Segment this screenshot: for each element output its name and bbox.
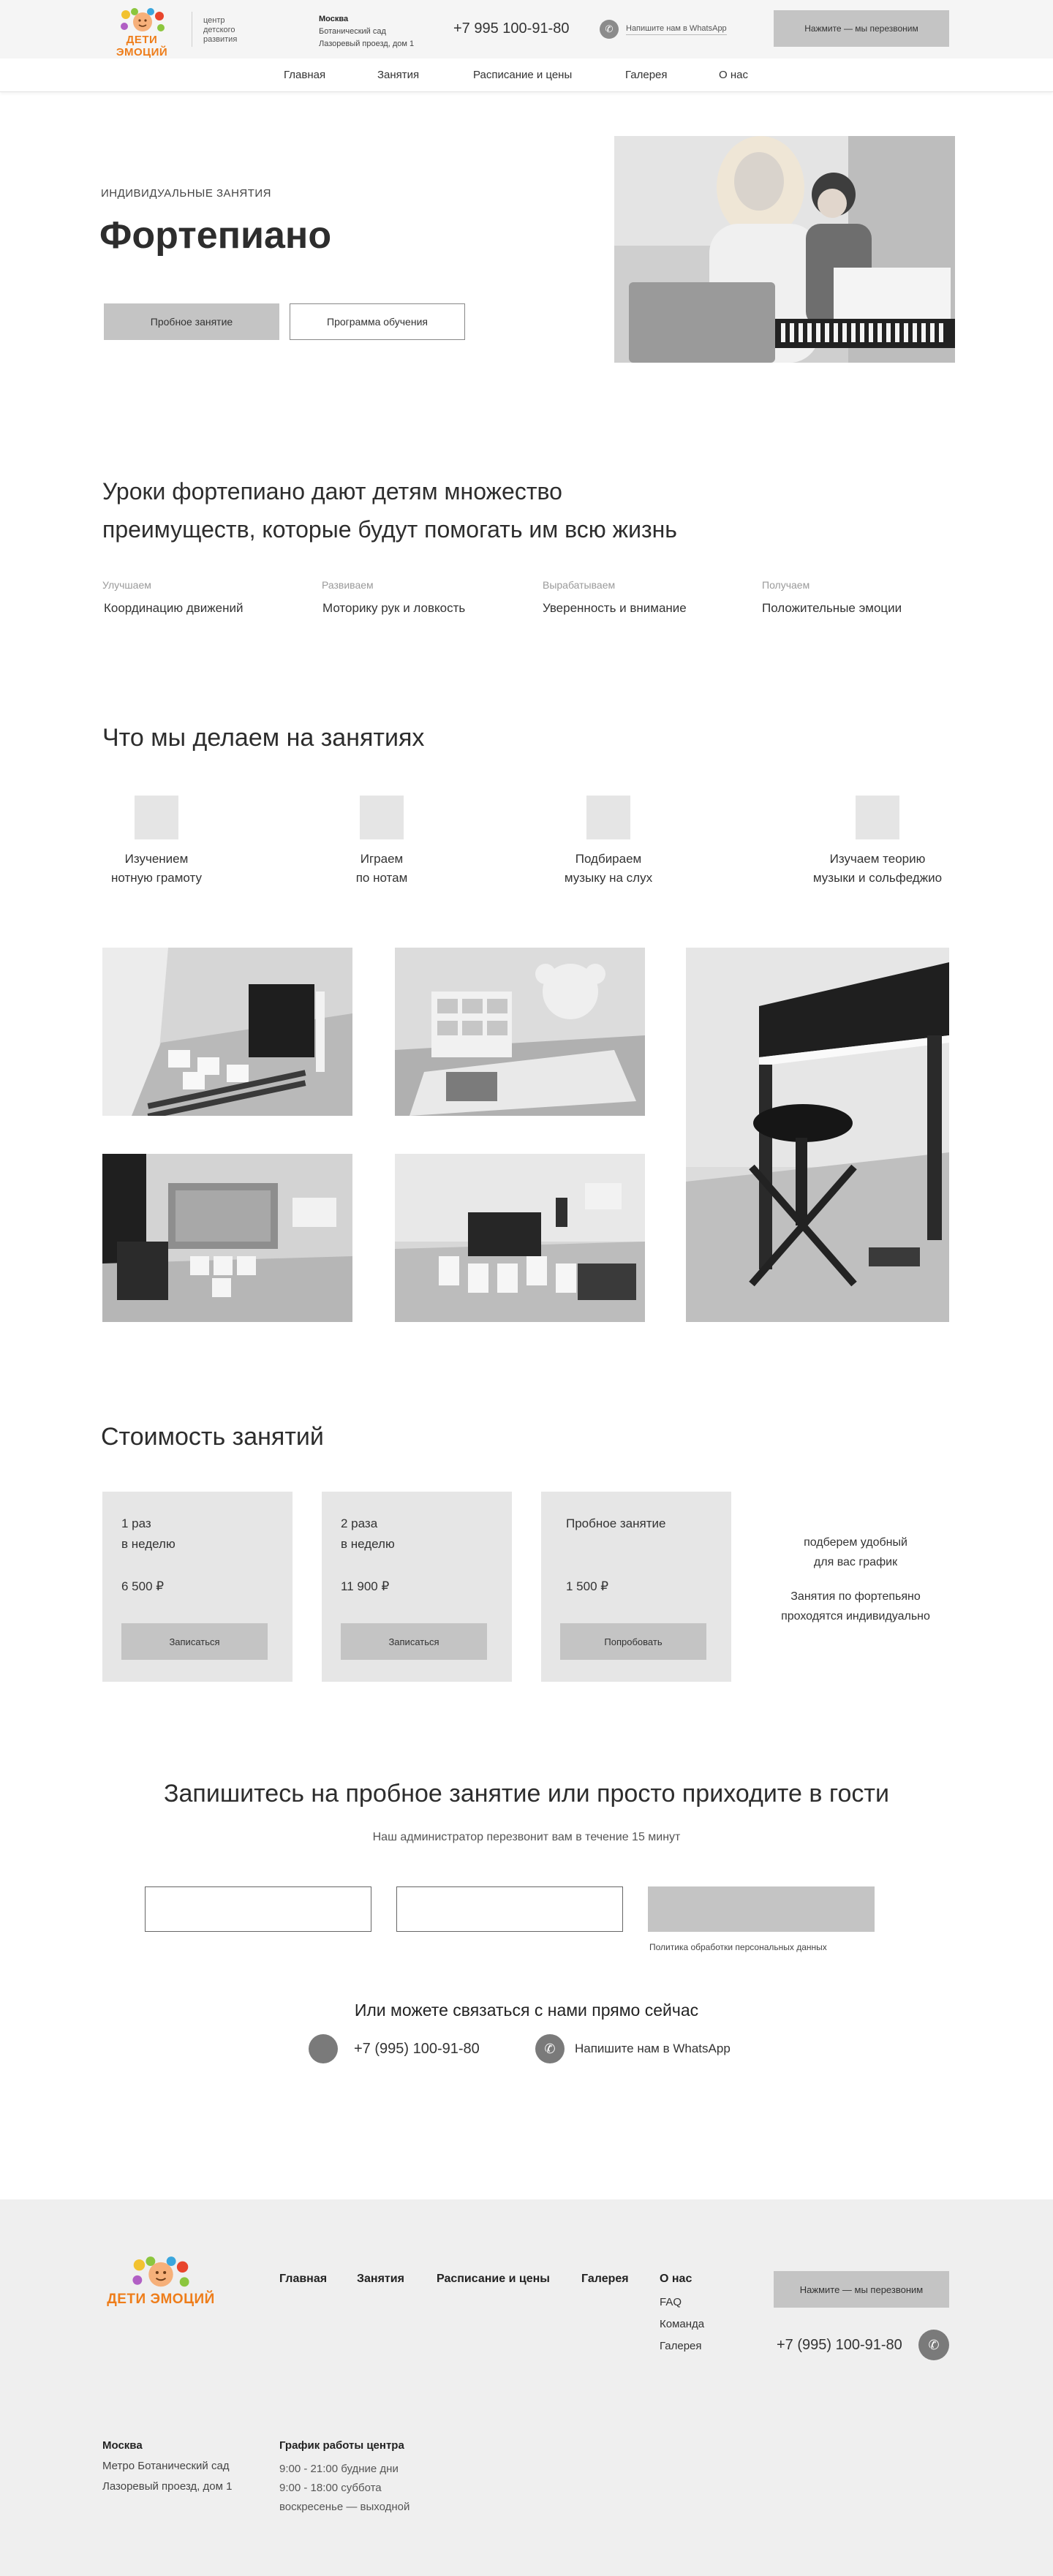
benefits-lead <box>102 472 760 548</box>
phone-input[interactable] <box>396 1886 623 1932</box>
activity-line: музыки и сольфеджио <box>812 871 943 885</box>
lead-line: Уроки фортепиано дают детям множество <box>102 478 562 505</box>
privacy-policy-link[interactable]: Политика обработки персональных данных <box>649 1942 827 1952</box>
footer-nav-home[interactable]: Главная <box>279 2273 328 2285</box>
activity-line: нотную грамоту <box>111 871 202 885</box>
whatsapp-label: Напишите нам в WhatsApp <box>626 24 727 35</box>
nav-item-schedule[interactable]: Расписание и цены <box>473 69 573 81</box>
logo-icon <box>128 2255 194 2290</box>
note-line: Занятия по фортепьяно <box>790 1590 921 1603</box>
program-button[interactable]: Программа обучения <box>290 303 465 340</box>
tagline-line: развития <box>203 35 238 44</box>
contact-whatsapp-text: Напишите нам в WhatsApp <box>575 2041 731 2055</box>
activity-item <box>790 850 965 888</box>
header-address <box>319 13 436 50</box>
activity-icon <box>360 796 404 839</box>
card-title-line: Пробное занятие <box>566 1516 666 1530</box>
card-price: 11 900 ₽ <box>341 1579 390 1593</box>
nav-item-classes[interactable]: Занятия <box>377 69 420 81</box>
activity-line: Изучаем теорию <box>829 852 926 866</box>
activity-line: музыку на слух <box>564 871 653 885</box>
footer-hours-title: График работы центра <box>279 2439 404 2452</box>
header-phone[interactable]: +7 995 100-91-80 <box>453 20 570 37</box>
nav-item-home[interactable]: Главная <box>284 69 326 81</box>
page-title: Фортепиано <box>99 214 332 257</box>
footer-hours-line: 9:00 - 21:00 будние дни <box>279 2463 399 2475</box>
signup-button[interactable]: Записаться <box>121 1623 268 1660</box>
logo-text: ДЕТИ ЭМОЦИЙ <box>116 34 168 58</box>
signup-subtitle: Наш администратор перезвонит вам в течение 15 минут <box>372 1831 681 1843</box>
note-line: для вас график <box>813 1556 898 1568</box>
benefit-value: Уверенность и внимание <box>543 601 687 615</box>
footer-address-title: Москва <box>102 2439 143 2452</box>
activity-icon <box>135 796 178 839</box>
activity-item <box>69 850 244 888</box>
callback-button[interactable]: Нажмите — мы перезвоним <box>774 10 949 47</box>
lead-line: преимуществ, которые будут помогать им всю жизнь <box>102 516 677 543</box>
hero-kicker: ИНДИВИДУАЛЬНЫЕ ЗАНЯТИЯ <box>101 187 272 200</box>
footer-address-line: Лазоревый проезд, дом 1 <box>102 2480 233 2493</box>
tagline-line: детского <box>203 26 235 34</box>
benefit-value: Координацию движений <box>104 601 244 615</box>
footer-nav-gallery[interactable]: Галерея <box>581 2273 629 2285</box>
contact-phone[interactable] <box>309 2034 480 2063</box>
city: Москва <box>319 15 349 23</box>
gallery-photo[interactable] <box>395 948 645 1116</box>
contact-title: Или можете связаться с нами прямо сейчас <box>354 2001 699 2020</box>
logo[interactable] <box>101 7 183 58</box>
tagline <box>203 16 262 45</box>
signup-title: Запишитесь на пробное занятие или просто приходите в гости <box>163 1780 889 1808</box>
note-line: подберем удобный <box>804 1536 907 1549</box>
main-nav <box>0 58 1053 92</box>
submit-button[interactable] <box>648 1886 875 1932</box>
price-card <box>322 1492 512 1682</box>
footer-hours-line: 9:00 - 18:00 суббота <box>279 2482 382 2494</box>
signup-button[interactable]: Записаться <box>341 1623 487 1660</box>
contact-whatsapp[interactable] <box>535 2034 731 2063</box>
activity-icon <box>856 796 899 839</box>
logo-text: ДЕТИ ЭМОЦИЙ <box>107 2292 215 2307</box>
footer-nav-schedule[interactable]: Расписание и цены <box>437 2273 550 2285</box>
activity-line: Изучением <box>124 852 189 866</box>
footer-phone[interactable]: +7 (995) 100-91-80 <box>777 2337 902 2353</box>
whatsapp-icon: ✆ <box>600 20 619 39</box>
schedule-note <box>760 1533 951 1572</box>
footer-link-gallery[interactable]: Галерея <box>660 2340 702 2352</box>
benefit-kind: Развиваем <box>322 579 374 591</box>
activity-icon <box>586 796 630 839</box>
card-price: 1 500 ₽ <box>566 1579 609 1593</box>
hero-photo <box>614 136 955 363</box>
footer-logo[interactable] <box>102 2255 219 2321</box>
try-button[interactable]: Попробовать <box>560 1623 706 1660</box>
activity-item <box>294 850 469 888</box>
gallery-photo[interactable] <box>102 948 352 1116</box>
card-title <box>121 1514 176 1555</box>
card-price: 6 500 ₽ <box>121 1579 165 1593</box>
address-line: Ботанический сад <box>319 27 386 36</box>
trial-lesson-button[interactable]: Пробное занятие <box>104 303 279 340</box>
footer-link-faq[interactable]: FAQ <box>660 2296 682 2308</box>
activities-title: Что мы делаем на занятиях <box>102 724 425 752</box>
card-title-line: 1 раз <box>121 1516 151 1530</box>
note-line: проходятся индивидуально <box>781 1610 930 1623</box>
prices-title: Стоимость занятий <box>101 1423 324 1451</box>
card-title <box>566 1514 665 1534</box>
name-input[interactable] <box>145 1886 371 1932</box>
activity-item <box>521 850 696 888</box>
activity-line: по нотам <box>355 871 408 885</box>
card-title-line: в неделю <box>121 1537 176 1551</box>
tagline-line: центр <box>203 16 225 25</box>
footer-address-line: Метро Ботанический сад <box>102 2460 230 2472</box>
logo-icon <box>117 7 168 34</box>
nav-item-about[interactable]: О нас <box>719 69 748 81</box>
footer-nav-about[interactable]: О нас <box>660 2273 692 2285</box>
benefit-value: Моторику рук и ловкость <box>322 601 466 615</box>
footer-callback-button[interactable]: Нажмите — мы перезвоним <box>774 2271 949 2308</box>
activity-line: Подбираем <box>575 852 642 866</box>
card-title-line: в неделю <box>341 1537 395 1551</box>
benefit-kind: Получаем <box>762 579 810 591</box>
whatsapp-icon: ✆ <box>535 2034 565 2063</box>
individual-note <box>760 1587 951 1626</box>
header-whatsapp-link[interactable] <box>600 19 727 39</box>
card-title <box>341 1514 395 1555</box>
card-title-line: 2 раза <box>341 1516 378 1530</box>
gallery-photo[interactable] <box>395 1154 645 1322</box>
contact-phone-text: +7 (995) 100-91-80 <box>354 2040 480 2057</box>
footer-link-team[interactable]: Команда <box>660 2318 705 2330</box>
benefit-kind: Улучшаем <box>102 579 151 591</box>
whatsapp-icon[interactable]: ✆ <box>918 2330 949 2360</box>
price-card <box>102 1492 292 1682</box>
price-card <box>541 1492 731 1682</box>
phone-icon <box>309 2034 338 2063</box>
benefit-kind: Вырабатываем <box>543 579 616 591</box>
address-line: Лазоревый проезд, дом 1 <box>319 39 415 48</box>
footer-nav-classes[interactable]: Занятия <box>357 2273 404 2285</box>
gallery-photo[interactable] <box>686 948 949 1322</box>
benefit-value: Положительные эмоции <box>762 601 902 615</box>
activity-line: Играем <box>360 852 404 866</box>
footer-hours-line: воскресенье — выходной <box>279 2501 410 2513</box>
gallery-photo[interactable] <box>102 1154 352 1322</box>
nav-item-gallery[interactable]: Галерея <box>625 69 668 81</box>
